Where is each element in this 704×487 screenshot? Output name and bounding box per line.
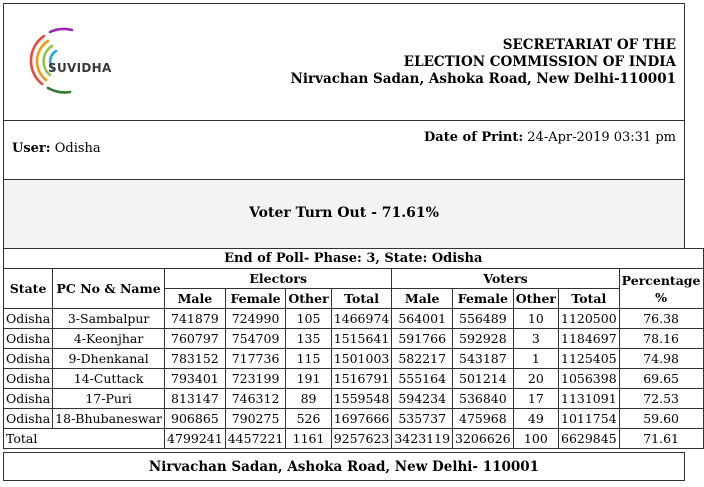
cell-e-female: 717736 (225, 349, 286, 369)
cell-e-other: 135 (286, 329, 331, 349)
cell-e-female: 754709 (225, 329, 286, 349)
cell-e-male: 760797 (165, 329, 226, 349)
user-label: User: (12, 141, 51, 156)
table-row (4, 349, 704, 369)
cell-state: Odisha (4, 369, 53, 389)
cell-v-total: 1011754 (559, 409, 620, 429)
total-v-total: 6629845 (559, 429, 620, 449)
total-pct: 71.61 (619, 429, 703, 449)
col-v-male: Male (392, 289, 453, 309)
cell-v-female: 501214 (453, 369, 514, 389)
cell-v-male: 582217 (392, 349, 453, 369)
logo-text: SUVIDHA (48, 61, 112, 75)
cell-v-female: 592928 (453, 329, 514, 349)
total-v-female: 3206626 (453, 429, 514, 449)
turnout-banner (3, 179, 685, 249)
total-e-female: 4457221 (225, 429, 286, 449)
col-electors: Electors (165, 269, 392, 289)
cell-v-male: 555164 (392, 369, 453, 389)
cell-e-total: 1515641 (331, 329, 392, 349)
total-e-male: 4799241 (165, 429, 226, 449)
col-state: State (4, 269, 53, 309)
table-row (4, 329, 704, 349)
report-header (3, 3, 685, 121)
cell-e-female: 723199 (225, 369, 286, 389)
cell-v-female: 536840 (453, 389, 514, 409)
table-caption: End of Poll- Phase: 3, State: Odisha (4, 249, 704, 269)
cell-pct: 59.60 (619, 409, 703, 429)
cell-e-total: 1697666 (331, 409, 392, 429)
cell-v-other: 17 (513, 389, 558, 409)
turnout-text: Voter Turn Out - 71.61% (249, 205, 439, 221)
col-v-female: Female (453, 289, 514, 309)
cell-e-other: 105 (286, 309, 331, 329)
col-e-female: Female (225, 289, 286, 309)
table-row (4, 389, 704, 409)
cell-v-total: 1120500 (559, 309, 620, 329)
col-v-total: Total (559, 289, 620, 309)
cell-pct: 72.53 (619, 389, 703, 409)
cell-v-female: 475968 (453, 409, 514, 429)
total-e-other: 1161 (286, 429, 331, 449)
col-pc: PC No & Name (53, 269, 165, 309)
cell-e-total: 1466974 (331, 309, 392, 329)
cell-pct: 74.98 (619, 349, 703, 369)
cell-pc: 14-Cuttack (53, 369, 165, 389)
cell-e-total: 1559548 (331, 389, 392, 409)
print-date-label: Date of Print: (424, 130, 524, 145)
col-percentage: Percentage % (619, 269, 703, 309)
cell-e-female: 790275 (225, 409, 286, 429)
cell-state: Odisha (4, 409, 53, 429)
cell-e-male: 906865 (165, 409, 226, 429)
cell-state: Odisha (4, 309, 53, 329)
cell-e-male: 783152 (165, 349, 226, 369)
total-v-male: 3423119 (392, 429, 453, 449)
total-row (4, 429, 704, 449)
cell-v-other: 20 (513, 369, 558, 389)
total-label: Total (4, 429, 165, 449)
cell-e-total: 1501003 (331, 349, 392, 369)
cell-v-female: 543187 (453, 349, 514, 369)
table-row (4, 309, 704, 329)
col-e-total: Total (331, 289, 392, 309)
cell-v-female: 556489 (453, 309, 514, 329)
cell-e-other: 526 (286, 409, 331, 429)
cell-e-male: 793401 (165, 369, 226, 389)
cell-v-total: 1131091 (559, 389, 620, 409)
user-info-bar (3, 120, 685, 180)
cell-e-other: 191 (286, 369, 331, 389)
table-row (4, 369, 704, 389)
cell-pct: 76.38 (619, 309, 703, 329)
col-e-male: Male (165, 289, 226, 309)
cell-v-total: 1056398 (559, 369, 620, 389)
report-footer (3, 452, 685, 481)
cell-e-male: 813147 (165, 389, 226, 409)
results-table (3, 248, 704, 449)
cell-pc: 18-Bhubaneswar (53, 409, 165, 429)
cell-v-male: 594234 (392, 389, 453, 409)
cell-v-male: 535737 (392, 409, 453, 429)
cell-e-other: 115 (286, 349, 331, 369)
secretariat-line-1: SECRETARIAT OF THE (502, 37, 676, 53)
cell-v-male: 564001 (392, 309, 453, 329)
cell-state: Odisha (4, 329, 53, 349)
cell-v-other: 1 (513, 349, 558, 369)
cell-v-total: 1184697 (559, 329, 620, 349)
user-value: Odisha (54, 141, 101, 156)
secretariat-line-2: ELECTION COMMISSION OF INDIA (403, 54, 676, 70)
cell-e-male: 741879 (165, 309, 226, 329)
cell-v-other: 10 (513, 309, 558, 329)
cell-v-other: 3 (513, 329, 558, 349)
cell-pc: 4-Keonjhar (53, 329, 165, 349)
cell-pct: 69.65 (619, 369, 703, 389)
cell-e-female: 724990 (225, 309, 286, 329)
cell-e-female: 746312 (225, 389, 286, 409)
table-row (4, 409, 704, 429)
col-voters: Voters (392, 269, 619, 289)
cell-v-male: 591766 (392, 329, 453, 349)
total-v-other: 100 (513, 429, 558, 449)
cell-state: Odisha (4, 389, 53, 409)
cell-pct: 78.16 (619, 329, 703, 349)
cell-state: Odisha (4, 349, 53, 369)
col-v-other: Other (513, 289, 558, 309)
print-date-value: 24-Apr-2019 03:31 pm (527, 130, 676, 145)
results-table-wrap (3, 248, 701, 453)
cell-pc: 9-Dhenkanal (53, 349, 165, 369)
user-info (12, 141, 101, 156)
col-e-other: Other (286, 289, 331, 309)
total-e-total: 9257623 (331, 429, 392, 449)
print-date (424, 130, 676, 145)
cell-e-total: 1516791 (331, 369, 392, 389)
footer-address: Nirvachan Sadan, Ashoka Road, New Delhi- 110001 (148, 459, 540, 475)
cell-e-other: 89 (286, 389, 331, 409)
cell-pc: 17-Puri (53, 389, 165, 409)
secretariat-line-3: Nirvachan Sadan, Ashoka Road, New Delhi-110001 (290, 71, 676, 87)
cell-v-total: 1125405 (559, 349, 620, 369)
cell-pc: 3-Sambalpur (53, 309, 165, 329)
secretariat-block (291, 37, 676, 88)
cell-v-other: 49 (513, 409, 558, 429)
